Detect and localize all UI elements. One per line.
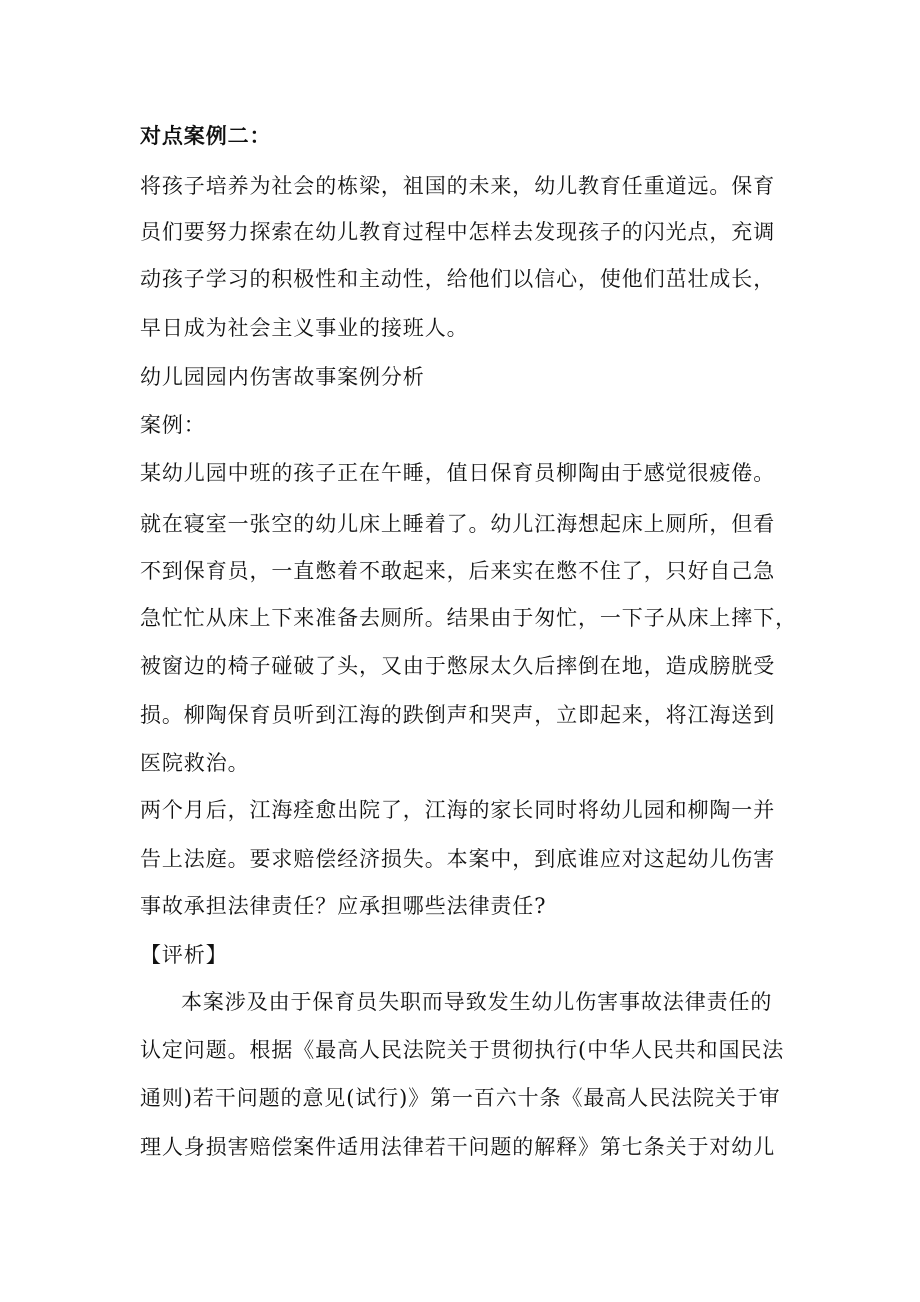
section-heading: 对点案例二： bbox=[140, 123, 272, 148]
case-line: 急忙忙从床上下来准备去厕所。结果由于匆忙，一下子从床上摔下， bbox=[140, 606, 797, 630]
case-line: 不到保育员，一直憋着不敢起来，后来实在憋不住了，只好自己急 bbox=[140, 559, 776, 583]
analysis-label: 【评析】 bbox=[140, 943, 228, 967]
intro-line: 将孩子培养为社会的栋梁，祖国的未来，幼儿教育任重道远。保育 bbox=[140, 174, 776, 198]
case-line: 损。柳陶保育员听到江海的跌倒声和哭声，立即起来，将江海送到 bbox=[140, 703, 776, 727]
analysis-line: 理人身损害赔偿案件适用法律若干问题的解释》第七条关于对幼儿 bbox=[140, 1135, 776, 1159]
case-line: 某幼儿园中班的孩子正在午睡，值日保育员柳陶由于感觉很疲倦。 bbox=[140, 461, 776, 485]
followup-line: 告上法庭。要求赔偿经济损失。本案中，到底谁应对这起幼儿伤害 bbox=[140, 847, 776, 871]
intro-line: 早日成为社会主义事业的接班人。 bbox=[140, 316, 469, 340]
case-line: 被窗边的椅子碰破了头，又由于憋尿太久后摔倒在地，造成膀胱受 bbox=[140, 654, 776, 678]
analysis-line: 本案涉及由于保育员失职而导致发生幼儿伤害事故法律责任的 bbox=[181, 990, 773, 1014]
followup-line: 两个月后，江海痊愈出院了，江海的家长同时将幼儿园和柳陶一并 bbox=[140, 798, 776, 822]
case-line: 医院救治。 bbox=[140, 751, 250, 775]
intro-line: 动孩子学习的积极性和主动性，给他们以信心，使他们茁壮成长， bbox=[140, 267, 776, 291]
intro-line: 员们要努力探索在幼儿教育过程中怎样去发现孩子的闪光点，充调 bbox=[140, 220, 776, 244]
case-title: 幼儿园园内伤害故事案例分析 bbox=[140, 365, 425, 389]
analysis-line: 通则)若干问题的意见(试行)》第一百六十条《最高人民法院关于审 bbox=[140, 1086, 781, 1110]
followup-line: 事故承担法律责任？应承担哪些法律责任? bbox=[140, 894, 547, 918]
analysis-line: 认定问题。根据《最高人民法院关于贯彻执行(中华人民共和国民法 bbox=[140, 1038, 785, 1062]
case-line: 就在寝室一张空的幼儿床上睡着了。幼儿江海想起床上厕所，但看 bbox=[140, 512, 776, 536]
case-label: 案例： bbox=[140, 413, 206, 437]
